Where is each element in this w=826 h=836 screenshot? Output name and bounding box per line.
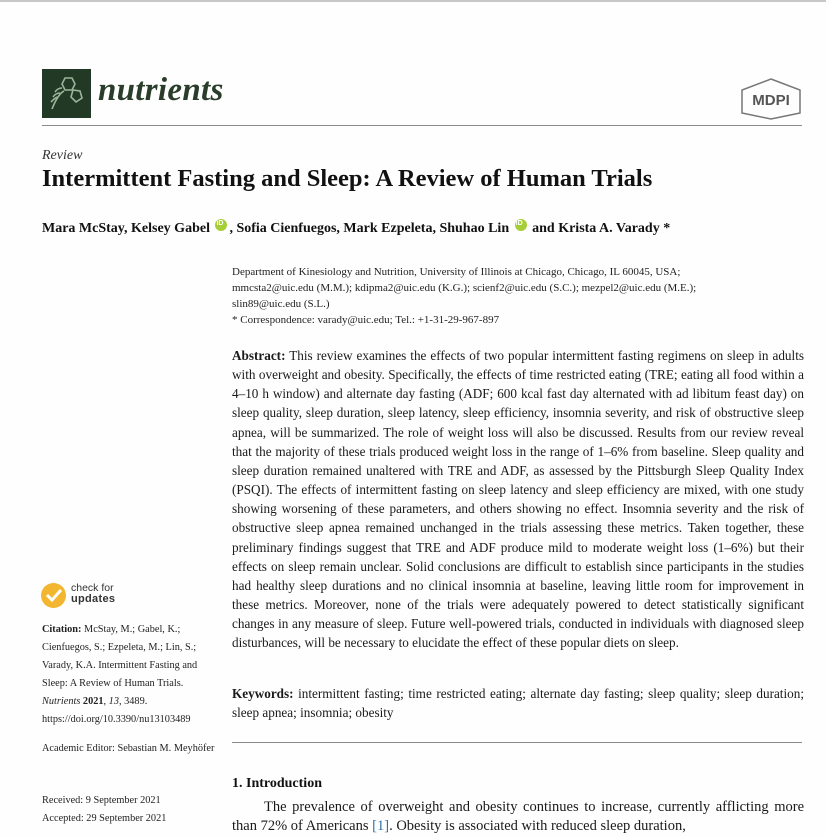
author-name: Kelsey Gabel — [131, 221, 210, 236]
received-date: Received: 9 September 2021 — [42, 795, 161, 806]
author-name: Shuhao Lin — [439, 221, 510, 236]
citation-text: McStay, M.; Gabel, K.; Cienfuegos, S.; Ezpeleta, M.; Lin, S.; Varady, K.A. Intermittent Fasting and Sleep: A Review of Human Trials. — [42, 624, 198, 689]
abstract-text: This review examines the effects of two popular intermittent fasting regimens on sleep in adults with overweight and obesity. Specifically, the effects of time restricted eating (TRE; eating all food within a 4–10 h window) and alternate day fasting (ADF; 600 kcal fast day alternated with ad libitum feast day) on sleep quality, sleep duration, sleep latency, sleep efficiency, insomnia severity, and risk of obstructive sleep apnea, will be summarized. The role of weight loss will also be discussed. Results from our review reveal that the majority of these trials produced weight loss in the range of 1–6% from baseline. Sleep quality and sleep duration remained unaltered with TRE and ADF, as assessed by the Pittsburgh Sleep Quality Index (PSQI). The effects of intermittent fasting on sleep latency and sleep efficiency are mixed, with one study showing worsening of these parameters, and others showing no effect. Insomnia severity and the risk of obstructive sleep apnea remained unchanged in the trials assessing these metrics. Taken together, these preliminary findings suggest that TRE and ADF produce mild to moderate weight loss (1–6%) but their effects on sleep remain unclear. Solid conclusions are difficult to establish since participants in the studies had healthy sleep durations and no clinical insomnia at baseline, leaving little room for improvement in these metrics. Moreover, none of the trials were adequately powered to detect statistically significant changes in any measure of sleep. Future well-powered trials, conducted in individuals with diagnosed sleep disturbances, will be necessary to elucidate the effect of these popular diets on sleep. — [232, 348, 804, 651]
citation-block: Citation: McStay, M.; Gabel, K.; Cienfuegos, S.; Ezpeleta, M.; Lin, S.; Varady, K.A. Intermittent Fasting and Sleep: A Review of Human Trials. Nutrients 2021, 13, 3489. https://doi.org/10.3390/nu13103489 — [42, 624, 198, 725]
author-name: Mara McStay — [42, 221, 125, 236]
affiliation-line: Department of Kinesiology and Nutrition, University of Illinois at Chicago, Chicago, IL 60045, USA; — [232, 266, 681, 278]
affiliation — [232, 264, 792, 328]
citation-year: 2021 — [82, 696, 104, 707]
checkmark-icon — [41, 583, 66, 608]
intro-text: . Obesity is associated with reduced sleep duration, — [389, 818, 686, 834]
abstract-label: Abstract: — [232, 348, 286, 363]
author-name: Mark Ezpeleta — [343, 221, 433, 236]
orcid-icon[interactable] — [215, 219, 227, 231]
section-divider — [232, 742, 802, 743]
top-border — [0, 0, 826, 2]
mdpi-logo-icon[interactable] — [738, 77, 804, 121]
article-type: Review — [42, 148, 83, 163]
header-divider — [42, 125, 802, 126]
publication-dates — [42, 792, 222, 828]
keywords — [232, 684, 804, 722]
correspondence: * Correspondence: varady@uic.edu; Tel.: +1-31-29-967-897 — [232, 314, 500, 326]
academic-editor: Academic Editor: Sebastian M. Meyhöfer — [42, 743, 215, 754]
nutrients-logo-icon[interactable] — [42, 69, 91, 118]
keywords-text: intermittent fasting; time restricted eating; alternate day fasting; sleep quality; sleep duration; sleep apnea; insomnia; obesity — [232, 686, 804, 721]
citation-journal: Nutrients — [42, 696, 81, 707]
keywords-label: Keywords: — [232, 686, 294, 701]
citation-label: Citation: — [42, 624, 82, 635]
intro-text: The prevalence of overweight and obesity continues to increase, currently afflicting more than 72% of Americans — [232, 799, 804, 834]
author-list: Mara McStay, Kelsey Gabel iD , Sofia Cienfuegos, Mark Ezpeleta, Shuhao Lin iD and Krista A. Varady * — [42, 219, 670, 237]
citation-volume: 13 — [108, 696, 119, 707]
orcid-icon[interactable] — [515, 219, 527, 231]
affiliation-emails: mmcsta2@uic.edu (M.M.); kdipma2@uic.edu (K.G.); scienf2@uic.edu (S.C.); mezpel2@uic.edu (M.E.); — [232, 282, 697, 294]
author-name: Sofia Cienfuegos — [236, 221, 337, 236]
check-for-label: check for — [71, 582, 114, 594]
article-title: Intermittent Fasting and Sleep: A Review of Human Trials — [42, 165, 653, 192]
citation-link[interactable]: [1] — [372, 818, 390, 834]
citation-doi[interactable]: , 3489. https://doi.org/10.3390/nu13103489 — [42, 696, 191, 725]
accepted-date: Accepted: 29 September 2021 — [42, 813, 167, 824]
svg-text:MDPI: MDPI — [752, 92, 790, 109]
author-name: Krista A. Varady * — [558, 221, 671, 236]
check-for-updates-button[interactable] — [41, 581, 161, 611]
section-heading: 1. Introduction — [232, 776, 322, 791]
abstract — [232, 346, 804, 653]
updates-label: updates — [71, 593, 116, 605]
intro-paragraph — [232, 798, 804, 836]
journal-name: nutrients — [98, 72, 224, 108]
affiliation-emails: slin89@uic.edu (S.L.) — [232, 298, 330, 310]
